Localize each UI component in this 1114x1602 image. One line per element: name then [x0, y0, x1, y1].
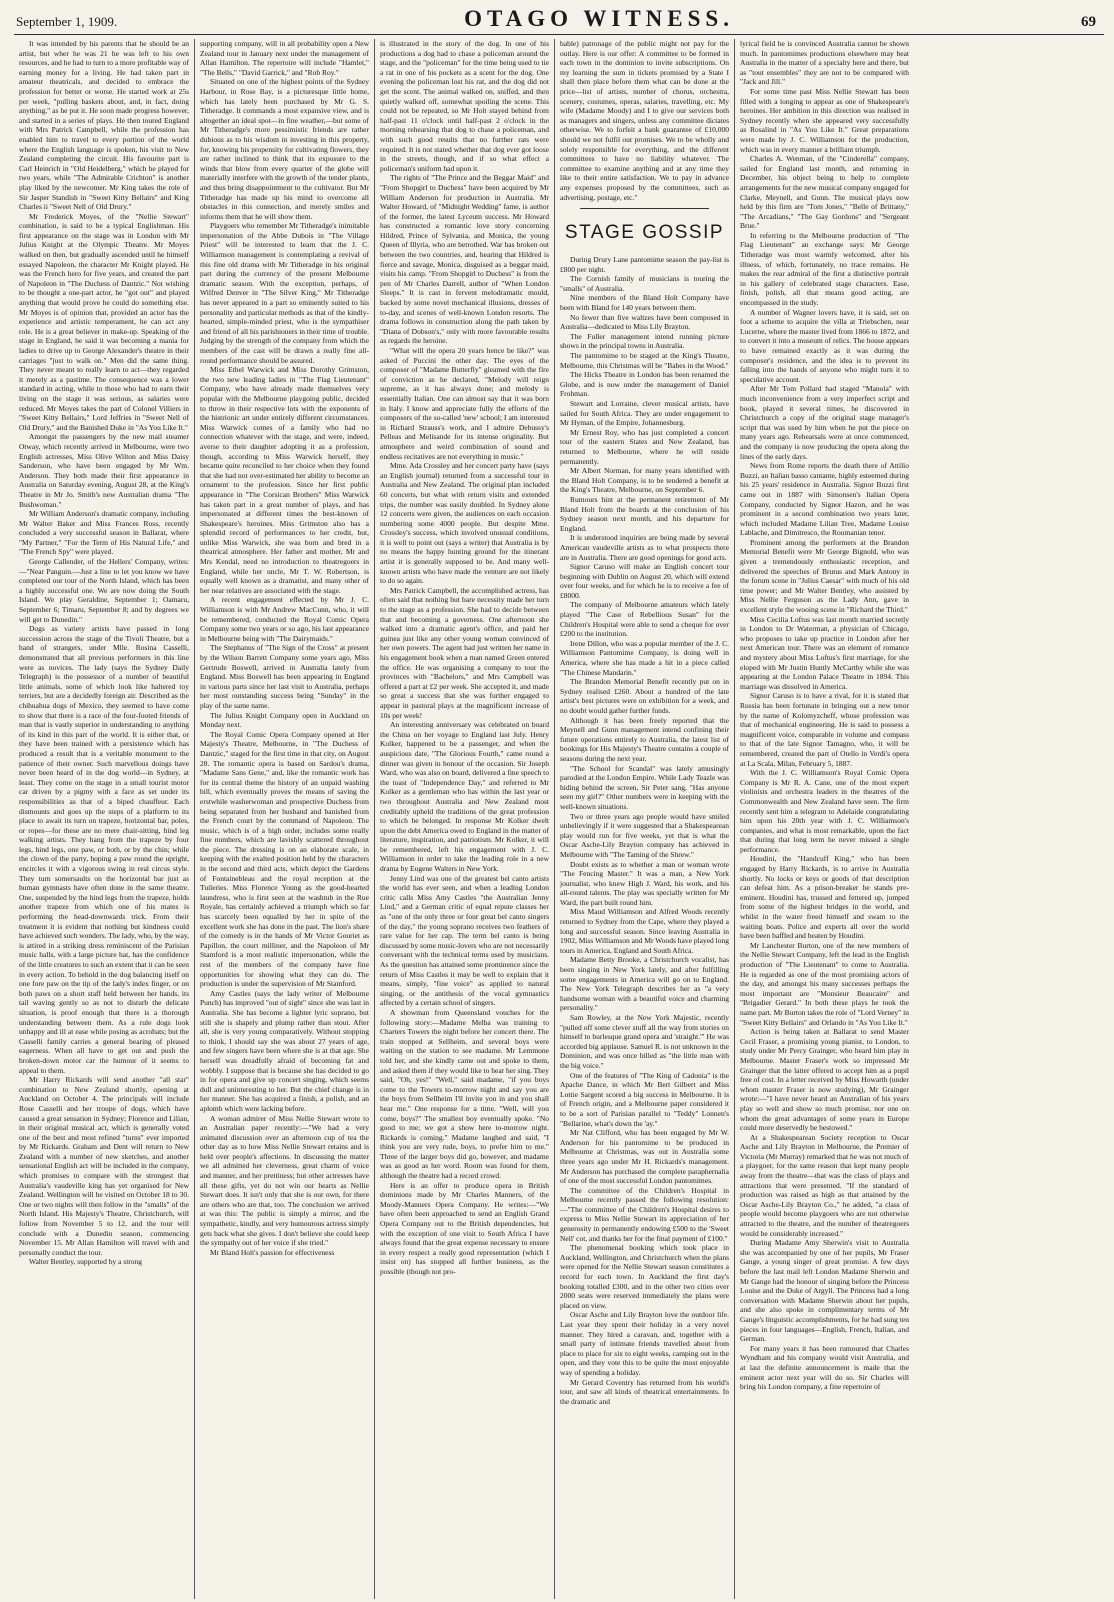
article-paragraph: Houdini, the "Handcuff King," who has been engaged by Harry Rickards, is to arrive in Australia shortly. No locks or keys or goods of that description can defeat him. As a prison-breaker he stands pre-eminent. Houdini has, trussed and fettered up, jumped from some of the highest bridges in the world, and whilst in the water freed himself and swam to the waiting boats. Police and experts all over the world have been baffled and beaten by Houdini.: [740, 854, 909, 941]
article-paragraph: Mr William Anderson's dramatic company, including Mr Walter Baker and Miss Frances Ross, recently concluded a very successful season in Ballarat, where "My Partner," "For the Term of His Natural Life," and "The French Spy" were played.: [19, 509, 189, 557]
article-paragraph: With the J. C. Williamson's Royal Comic Opera Company is Mr R. A. Cane, one of the most expert violinists and orchestra leaders in the theatres of the Commonwealth and New Zealand have seen. The firm recently sent him a telegram to Adelaide congratulating him upon his 20th year with J. C. Williamson's companies, and what is most remarkable, upon the fact that during that long term he never missed a single performance.: [740, 768, 909, 854]
article-paragraph: Mr Frederick Moyes, of the "Nellie Stewart" combination, is said to be a typical Englishman. His first appearance on the stage was in London with Mr Julius Knight at the Olympic Theatre. Mr Moyes walked on then, but gradually ascended until he himself essayed Napoleon, the character Mr Knight played. He was the French hero for five years, and created the part of Napoleon in "The Duchess of Dantzic." Not wishing to be thought a one-part actor, he "got out" and played anything that would prove he could do something else. Mr Moyes is of opinion that, provided an actor has the experience and artistic temperament, he can act any role. He is a great believer in make-up. Speaking of the stage in England, he said it was becoming a mania for ladies to drive up to George Alexander's theatre in their carriages "just to walk on." Men did the same thing. They never meant to really learn to act—they regarded it merely as a pastime. The consequence was a lower standard in acting, while to those who had to earn their living on the stage it was serious, as salaries were reduced. Mr Moyes takes the part of Colonel Villiers in "Sweet Kitty Bellairs," Lord Jeffries in "Sweet Nell of Old Drury," and the Banished Duke in "As You Like It.": [19, 211, 189, 432]
article-paragraph: Amongst the passengers by the new mail steamer Otway, which recently arrived in Melbourne, were two English actresses, Miss Olive Wilton and Miss Daisy Sanderson, who have been engaged by Mr Wm. Anderson. They both made their first appearance in Australia on Saturday evening, August 28, at the King's Theatre in Mr Jo. Smith's new Australian drama "The Bushwoman.": [19, 432, 189, 509]
article-paragraph: Mr Bland Holt's passion for effectiveness: [210, 1247, 335, 1257]
article-paragraph: An interesting anniversary was celebrated on board the China on her voyage to England last July. Henry Kolker, happened to be a passenger, and when the auspicious date, "The Glorious Fourth," came round a dinner was given in honour of the occasion. Sir Joseph Ward, who was also on board, delivered a fine speech to the toast of "Independence Day," and referred to Mr Kolker as a gentleman who has within the last year or two throughout Australia and New Zealand most creditably upheld the traditions of the great profession to which he belonged. In response Mr Kolker dwelt upon the debt America owed to England in the matter of literature, inspiration, and patriotism. Mr Kolker, it will be remembered, left his engagement with J. C. Williamson in order to take the leading role in a new drama by Eugene Walters in New York.: [380, 720, 549, 874]
column-4-lead: [560, 39, 729, 202]
column-4-items: [560, 255, 729, 1406]
article-paragraph: At a Shakespearean Society reception to Oscar Asche and Lily Brayton in Melbourne, the Premier of Victoria (Mr Murray) remarked that he was not much of a playgoer, for the same reason that kept many people away from the theatre—that was the class of plays and attractions that were presented. "If the standard of production was raised as high as that attained by the Oscar Asche-Lily Brayton Co.," he added, "a class of people would become playgoers who are not otherwise attracted to the theatre, and the number of theatregoers would be considerably increased.": [740, 1132, 909, 1238]
article-paragraph: Stewart and Lorraine, clever musical artists, have sailed for South Africa. They are under engagement to Mr Hyman, of the Empire, Johannesburg.: [560, 399, 729, 428]
issue-date: September 1, 1909.: [16, 14, 118, 29]
article-paragraph: Here is an offer to produce opera in British dominions made by Mr Charles Manners, of the Moody-Manners Opera Company. He writes:—"We have often been approached to send an English Grand Opera Company out to the British dependencies, but with the exception of one visit to South Africa I have always found that the great expense necessary to ensure in every respect a really good representation (which I insist on) has stopped all further business, as the possible (though not pro-: [380, 1180, 549, 1276]
article-paragraph: Sam Rowley, at the New York Majestic, recently "pulled off some clever stuff all the way from stories on himself to burlesque grand opera and 'straight.'" He was accorded big applause. Samuel R. is not unknown in the Dominion, and was once billed as "the little man with the big voice.": [560, 1013, 729, 1070]
column-2: [194, 39, 374, 1599]
article-paragraph: The committee of the Children's Hospital in Melbourne recently passed the following resolution:—"The committee of the Children's Hospital desires to express to Miss Nellie Stewart its appreciation of her generosity in permanently endowing £500 to the 'Sweet Nell' cot, and thanks her for the final payment of £100.": [560, 1185, 729, 1243]
article-paragraph: Dogs as variety artists have passed in long succession across the stage of the Tivoli Theatre, but a band of strangers, under Mlle. Rosina Casselli, demonstrated that all previous performers in this line were as novices. The lady (says the Sydney Daily Telegraph) is the possessor of a number of beautiful little animals, some of which look like haltered toy terriers, but are a decidedly foreign air. Described as the chihuahua dogs of Mexico, they seemed to have come to show that there is a race of the four-footed friends of man that is vastly superior in understanding to anything of its kind in this part of the world. It is either that, or they have been trained with a persistence which has produced a result that is a veritable monument to the patience of their owner. Such marvellous doings have never been heard of in the dog world—in Sydney, at least. They come on the stage in a small tourist motor car driven by a pigmy with a face as set under its responsibilities as that of a biped chauffeur. Each dismounts and goes up the steps of a platform to its place to await its turn on trapeze, horizontal bar, poles, or ropes—for these are no mere chair-sitting, hind leg walking artists. They hang from the trapeze by four legs, hind legs, one paw, or both, or by the chin; while the clown of the party, hoping a paw round the upright, encircles it with a vigorous swing in real circus style. They turn somersaults on the horizontal bar just as human gymnasts have often done in the same theatre. One, suspended by the hind legs from the trapeze, holds another trapeze from which one of his mates is performing the head-downwards trick. From their treatment it is evident that nothing but kindness could have achieved such wonders. The lady, who, by the way, is attired in a striking dress reminiscent of the Parisian music halls, with a large picture hat, has the confidence of the little creatures to such an extent that it can be seen in every action. To behold in the dog balancing itself on one fore paw on the tip of the lady's index finger, or on both paws on a short staff held between her hands, its tail waving gently so as not to disturb the delicate situation, is proof enough that there is a thorough understanding between them. As a rule dogs look unhappy and ill at ease while posing as acrobats; but the Casselli family carries a general bearing of pleased eagerness. When all have to get out and push the broken-down motor car the humour of it seems to appeal to them.: [19, 624, 189, 1075]
article-paragraph: Miss Cecilia Loftus was last month married secretly in London to Dr Waterman, a physician of Chicago, who proposes to take up practice in London after her next American tour. There was an element of romance and mystery about Miss Loftus's first marriage, for she eloped with Mr Justin Huntly McCarthy while she was appearing at the London Palace Theatre in 1894. This marriage was dissolved in America.: [740, 614, 909, 691]
article-paragraph: Action is being taken at Ballarat to send Master Cecil Fraser, a promising young pianist, to London, to study under Mr Percy Grainger, who heard him play in Melbourne. Master Fraser's work so impressed Mr Grainger that the latter offered to accept him as a pupil free of cost. In a letter received by Miss Howarth (under whom master Fraser is now studying), Mr Grainger wrote:—"I have never heard an Australian of his years play so well and show so much promise, nor one on whom the great advantages of some years in Europe could more deservedly be bestowed.": [740, 1027, 909, 1133]
article-paragraph: Jenny Lind was one of the greatest bel canto artists the world has ever seen, and when a leading London critic calls Miss Amy Castles "the Australian Jenny Lind," and a German critic of equal repute classes her as "one of the only three or four great bel canto singers of the day," the young soprano receives two feathers of rare value for her cap. The term bel canto is being discussed by some music-lovers who are not necessarily conversant with the technical terms used by musicians. As the question has attained some prominence since the return of Miss Castles it may be well to explain that it means, simply, "fine voice" as applied to natural singing, or the antithesis of the vocal gymnastics affected by a certain school of singers.: [380, 873, 549, 1008]
article-paragraph: News from Rome reports the death there of Attilio Buzzi, an Italian basso cantante, highly esteemed during his 25 years' residence in Australia. Signor Buzzi first came out in 1887 with Simonsen's Italian Opera Company, conducted by Signor Hazon, and he was prominent in a second combination two years later, which included Madame Lilian Tree, Madame Louise Lablache, and Dimitresco, the Roumanian tenor.: [740, 461, 909, 538]
article-paragraph: After Mr Tom Pollard had staged "Manola" with much inconvenience from a very imperfect script and book, played it several times, he discovered in Christchurch a copy of the original stage manager's script that was used by him when he put the piece on many years ago. Rehearsals were at once commenced, and the company is now producing the opera along the lines of the early days.: [740, 384, 909, 461]
article-paragraph: Signor Caruso is to have a rival, for it is stated that Russia has been fortunate in bringing out a new tenor by the name of Kolomyzcheff, whose profession was that of mechanical engineering. He is said to possess a magnificent voice, comparable in volume and compass to that of the late Signor Tamagno, who, it will be remembered, created the part of Otello in Verdi's opera at La Scala, Milan, February 5, 1887.: [740, 691, 909, 768]
article-paragraph: Nine members of the Bland Holt Company have been with Bland for 140 years between them.: [560, 293, 729, 313]
article-paragraph: It is understood inquiries are being made by several American vaudeville artists as to what prospects there are in Australia. There are good openings for good acts.: [560, 533, 729, 562]
column-1: [14, 39, 194, 1599]
masthead: [14, 6, 1104, 35]
column-4: [554, 39, 734, 1599]
article-paragraph: For many years it has been rumoured that Charles Wyndham and his company would visit Australia, and at last the definite announcement is made that the eminent actor next year will do so. Sir Charles will bring his London company, a fine repertoire of: [740, 1343, 909, 1392]
article-paragraph: It was intended by his parents that he should be an artist, but wher he was 21 he was left to his own resources, and he had to turn to a more profitable way of earning money for a living. He had taken part in amateur theatricals, and decided to embrace the profession for better or worse. He started work at 25s per week, "pulling baskets about, and, in fact, doing anything," as he put it. He soon made progress however, and started in a series of plays. He then toured England with Mrs Patrick Campbell, while the profession has enabled him to travel to every portion of the world where the English language is spoken, his visit to New Zealand completing the circuit. His favourite part is Carl Heinrich in "Old Heidelberg," which he played for two years, while "The Admirable Crichton" is another play liked by the newcomer. Mr King takes the role of Sir Jasper Standish in "Sweet Kitty Bellairs" and King Charles ii "Sweet Nell of Old Drury.": [19, 39, 189, 212]
article-paragraph: The Brandon Memorial Benefit recently put on in Sydney realised £260. About a hundred of the late artist's best pictures were on exhibition for a week, and no doubt would gather further funds.: [560, 677, 729, 715]
article-paragraph: Doubt exists as to whether a man or woman wrote "The Fencing Master." It was a man, a New York journalist, who knew High J. Ward, his work, and his all-round talents. The play was specially written for Mr Ward, the part built round him.: [560, 859, 729, 907]
article-paragraph: Amy Castles (says the lady writer of Melbourne Punch) has improved "out of sight" since she was last in Australia. She has become a lighter lyric soprano, but still she is shapely and plump rather than stout. After all, she is very young comparatively. Without stopping to think, I should say she was about 27 years of age, and few singers have been where she is at that age. She herself was dreadfully afraid of becoming fat and wobbly. I suppose that is because she has decided to go in for opera and give up concert singing, which seems dull and uninteresting to her. But the chief change is in her manner. She has acquired a finish, a polish, and an aplomb which were lacking before.: [200, 988, 369, 1113]
article-paragraph: During Drury Lane pantomime season the pay-list is £800 per night.: [560, 255, 729, 274]
column-3: [374, 39, 554, 1599]
article-paragraph: Mr Lanchester Burton, one of the new members of the Nellie Stewart Company, left the lead in the English production of "The Lieutenant" to come to Australia. He is regarded as one of the most promising actors of the day, and amongst his many successes perhaps the most important are "Monsieur Beaucaire" and "Brigadier Gerard." In both these plays he took the name part. Mr Burton takes the role of "Lord Verney" in "Sweet Kitty Bellairs" and Orlando in "As You Like It.": [740, 940, 909, 1027]
newspaper-title: OTAGO WITNESS.: [464, 6, 734, 31]
article-paragraph: The Hicks Theatre in London has been renamed the Globe, and is now under the management of Daniel Frohman.: [560, 370, 729, 399]
article-paragraph: bable) patronage of the public might not pay for the outlay. Here is our offer: A committee to be formed in each town in the dominion to invite subscriptions. On my learning the sum in tickets promised by a State I shall then place before them what can be done at the price—list of artists, number of chorus, orchestra, scenery, costumes, operas, salaries, travelling, etc. My wife (Madame Moody) and I to give our services both as managers and singers, unless any committee dictates otherwise. We to forfeit a bank guarantee of £10,000 should we not fulfil our promises. We to be wholly and solely responsible for everything, and the different committees to have no liability whatever. The committee to examine anything and at any time they like to their entire satisfaction. We to pay in advance any expenses proposed by the committees, such as advertising, postage, etc.": [560, 39, 729, 202]
article-paragraph: Mr Harry Rickards will send another "all star" combination to New Zealand shortly, opening at Auckland on October 4. The principals will include Rose Casselli and her troupe of dogs, which have caused a great sensation in Sydney; Florence and Lilian, in their original musical act, which is generally voted one of the best and most refined "turns" ever imported by Mr Rickards. Graham and Dent will return to New Zealand with a number of new sketches, and another sensational English act will be included in the company, which promises to compare with the strongest that Australia's vaudeville king has yet organised for New Zealand. Wellington will be visited on October 18 to 30. One or two nights will then follow in the "smalls" of the North Island. His Majesty's Theatre, Christchurch, will follow from November 5 to 12, and the tour will conclude with a Dunedin season, commencing November 15. Mr Allan Hamilton will travel with and personally conduct the tour.: [19, 1075, 189, 1257]
article-paragraph: supporting company, will in all probability open a New Zealand tour in January next under the management of Allan Hamilton. The repertoire will include "Hamlet," "The Bells," "David Garrick," and "Rob Roy.": [200, 39, 369, 77]
heading-rule: [580, 208, 709, 209]
article-paragraph: Mr Gerard Coventry has returned from his world's tour, and saw all kinds of theatrical entertainments. In the dramatic and: [560, 1377, 729, 1406]
article-paragraph: Prominent among the performers at the Brandon Memorial Benefit were Mr George Bignold, who was given a tremendously enthusiastic reception, and delivered the speeches of Brutus and Mark Antony in the forum scene in "Julius Caesar" with much of his old time power; and Mr Walter Bentley, who assisted by Miss Nellie Ferguson as the Lady Ann, gave in excellent style the wooing scene in "Richard the Third.": [740, 537, 909, 615]
article-paragraph: Mr Albert Norman, for many years identified with the Bland Holt Company, is to be tendered a benefit at the King's Theatre, Melbourne, on September 6.: [560, 466, 729, 495]
article-paragraph: The rights of "The Prince and the Beggar Maid" and "From Shopgirl to Duchess" have been acquired by Mr William Anderson for production in Australia. Mr Walter Howard, of "Midnight Wedding" fame, is author of the former, the latest Lyceum success. Mr Howard has constructed a romantic love story concerning Hildred, Prince of Sylvania, and Monica, the young Queen of Illyria, who are betrothed. War has broken out between the two countries, and, hearing that Hildred is fierce and savage, Monica, disguised as a beggar maid, visits his camp. "From Shopgirl to Duchess" is from the pen of Mr Charles Darrell, author of "When London Sleeps." It is cast in fervent melodramatic mould, backed by some novel mechanical illusions, dresses of to-day, and scenes of well-known London resorts. The drama follows in construction along the path taken by "Diana of Dobson's," only with more favourable results as regards the heroine.: [380, 173, 549, 346]
article-paragraph: Mr Nat Clifford, who has been engaged by Mr W. Anderson for his pantomime to be produced in Melbourne at Christmas, was out in Australia some three years ago under Mr H. Rickards's management. Mr Anderson has purchased the complete paraphernalia of one of the most successful London pantomimes.: [560, 1128, 729, 1186]
article-paragraph: During Madame Amy Sherwin's visit to Australia she was accompanied by one of her pupils, Mr Fraser Gange, a young singer of great promise. A few days before the last mail left London Madame Sherwin and Mr Gange had the honour of singing before the Princess Louise and the Duke of Argyll. The Princess had a long conversation with Madame Sherwin about her pupils, and she also spoke in complimentary terms of Mr Gange's linguistic accomplishments, for he had sung ten pieces in four languages—English, French, Italian, and German.: [740, 1238, 909, 1344]
article-paragraph: Walter Bentley, supported by a strong: [29, 1257, 143, 1267]
article-paragraph: The phenomenal booking which took place in Auckland, Wellington, and Christchurch when the plans were opened for the Nellie Stewart season constitutes a record for each town. In Auckland the first day's booking totalled £300, and in the other two cities over 2000 seats were reserved immediately the plans were placed on view.: [560, 1243, 729, 1310]
stage-gossip-heading-block: [560, 208, 729, 245]
article-paragraph: Signor Caruso will make an English concert tour beginning with Dublin on August 20, which will extend over four weeks, and for which he is to receive a fee of £8000.: [560, 562, 729, 600]
article-paragraph: In referring to the Melbourne production of "The Flag Lieutenant" an exchange says: Mr George Titheradge was most warmly welcomed, after his illness, of which, fortunately, no trace remains. He makes the rear admiral of the first a distinctive portrait in his gallery of celebrated stage characters. Ease, finish, polish, all that means good acting, are encompassed in the study.: [740, 230, 909, 308]
page-number: 69: [1080, 14, 1096, 30]
article-paragraph: Rumours hint at the permanent retirement of Mr Bland Holt from the boards at the conclusion of his Sydney season next month, and his departure for England.: [560, 494, 729, 533]
article-paragraph: "What will the opera 20 years hence be like?" was asked of Puccini the other day. The eyes of the composer of "Madame Butterfly" gleamed with the fire of conviction as he declared, "Melody will reign supreme, as it has always done; and melody is essentially Italian. One can almost say that it was born in Italy. I know and appreciate fully the efforts of the composers of the so-called 'new' school; I am interested in Richard Strauss's work, and I admire Debussy's Pelleas and Melisande for its intense originality. But atmosphere and weird combination of sound and endless recitatives are not everything in music.": [380, 346, 549, 461]
article-paragraph: Charles A. Wenman, of the "Cinderella" company, sailed for England last month, and returning in December, his object being to help to complete arrangements for the new musical company engaged for Clarke, Meynell, and Gunn. The musical plays now held by this firm are "Tom Jones," "Belle of Brittany," "The Arcadians," "The Gay Gordons" and "Sergeant Brue.": [740, 154, 909, 231]
article-paragraph: Miss Ethel Warwick and Miss Dorothy Grimston, the two new leading ladies in "The Flag Lieutenant" Company, who have already made themselves very popular with the Melbourne playgoing public, decided to throw in their respective lots with the exponents of the histrionic art under entirely different circumstances. Miss Warwick comes of a family who had no connection whatever with the stage, and were, indeed, averse to their daughter adopting it as a profession, though, according to Miss Warwick herself, they became quite reconciled to her choice when they found that she had not over-estimated her ability to become an ornament to the profession. Since her first public appearance in "The Corsican Brothers" Miss Warwick has taken part in a great number of plays, and has impersonated at different times the best-known of Shakespeare's heroines. Miss Grimston also has a splendid record of performances to her credit, but, unlike Miss Warwick, she was born and bred in a theatrical atmosphere. Her father and mother, Mr and Mrs Kendal, need no introduction to theatregoers in England, while her uncle, Mr T. W. Robertson, is equally well known as a dramatist, and many other of her near relatives are associated with the stage.: [200, 365, 369, 595]
article-paragraph: No fewer than five waltzes have been composed in Australia—dedicated to Miss Lily Brayton.: [560, 312, 729, 332]
article-paragraph: Madame Betty Brooke, a Christchurch vocalist, has been singing in New York lately, and after fulfilling some engagements in America will go on to England. The New York Telegraph describes her as "a very handsome woman with a beautiful voice and charming personality.": [560, 955, 729, 1013]
column-5: [734, 39, 914, 1599]
article-paragraph: The Fuller management intend running picture shows in the principal towns in Australia.: [560, 331, 729, 351]
article-paragraph: Mrs Patrick Campbell, the accomplished actress, has often said that nothing but bare necessity made her turn to the stage as a profession. She had to decide between that and becoming a governess. One afternoon she walked into a dramatic agent's office, and paid her guinea just like any other young woman convinced of her own powers. The agent had just written her name in his engagement book when a man named Green entered the office. He was organising a company to tour the provinces with "Bachelors," and Mrs Campbell was offered a part at £2 per week. She accepted it, and made so great a success that she was further engaged to appear in pastoral plays at the magnificent increase of 10s per week!: [380, 585, 549, 720]
article-paragraph: Mr Ernest Roy, who has just completed a concert tour of the eastern States and New Zealand, has returned to Melbourne, where he will reside permanently.: [560, 427, 729, 466]
article-paragraph: Playgoers who remember Mr Titheradge's inimitable impersonation of the Abbe Dubois in "The Village Priest" will be interested to learn that the J. C. Williamson management is contemplating a revival of this fine old drama with Mr Titheradge in his original part during the currency of the present Melbourne dramatic season. With the exception, perhaps, of Wilfred Denver in "The Silver King," Mr Titheradge has never appeared in a part so eminently suited to his personality and particular methods as that of the kindly-hearted, simple-minded priest, who is the sympathiser and friend of all his parishioners in their time of trouble. Judging by the strength of the company from which the members of the cast will be drawn a really fine all-round performance should be assured.: [200, 221, 369, 365]
section-heading: STAGE GOSSIP: [564, 222, 725, 244]
article-paragraph: For some time past Miss Nellie Stewart has been filled with a longing to appear as one of Shakespeare's heroines. Her ambition in this direction was realised in Sydney recently when she appeared very successfully as Rosalind in "As You Like It." Great preparations were made by J. C. Williamson for the production, which was in every manner a brilliant triumph.: [740, 86, 909, 154]
article-paragraph: Situated on one of the highest points of the Sydney Harbour, in Rose Bay, is a picturesque little home, which has lately been purchased by Mr G. S. Titheradge. It commands a most expansive view, and is altogether an ideal spot—in fine weather,—but some of Mr Titheradge's more pessimistic friends are rather dubious as to his wisdom in investing in this property, for, knowing his propensity for cultivating flowers, they are rather inclined to think that its exposure to the winds that blow from every quarter of the globe will materially interfere with the growth of the tender plants, and thus bring disappointment to the cultivator. But Mr Titheradge has made up his mind to overcome all obstacles in this connection, and merely smiles and informs them that he will show them.: [200, 77, 369, 221]
article-paragraph: Mme. Ada Crossley and her concert party have (says an English journal) returned from a successful tour in Australia and New Zealand. The original plan included 60 concerts, but what with return visits and extended trips, the number was easily doubled. In Sydney alone 12 concerts were given, the audiences on each occasion numbering some 4000 people. But despite Mme. Crossley's success, which involved unusual conditions, it is well to point out (says a writer) that Australia is by no means the happy hunting ground for the itinerant artist it is generally supposed to be. And many well-known artists who have made the venture are not likely to do so again.: [380, 461, 549, 586]
article-paragraph: Miss Maud Williamson and Alfred Woods recently returned to Sydney from the Cape, where they played a long and successful season. Since leaving Australia in 1902, Miss Williamson and Mr Woods have played long tours in America, England and South Africa.: [560, 907, 730, 955]
article-paragraph: The company of Melbourne amateurs which lately played "The Case of Rebellious Susan" for the Children's Hospital were able to send a cheque for over £200 to the institution.: [560, 600, 729, 639]
article-paragraph: A recent engagement effected by Mr J. C. Williamson is with Mr Andrew MacCunn, who, it will be remembered, conducted the Royal Comic Opera Company some two years or so ago, his last appearance in Melbourne being with "The Dairymaids.": [200, 595, 369, 643]
article-paragraph: Two or three years ago people would have smiled unbelievingly if it were suggested that a Shakespearean play would run for five weeks, yet that is what the Oscar Asche-Lily Brayton company has achieved in Melbourne with "The Taming of the Shrew.": [560, 811, 729, 859]
article-paragraph: The Stephanus of "The Sign of the Cross" at present by the Wilson Barrett Company some years ago, Miss Gertrude Boswell, arrived in Australia lately from England. Miss Boswell has been appearing in England in various parts since her last visit to Australia, perhaps her most outstanding success being "Sunday" in the play of the same name.: [200, 643, 369, 710]
article-paragraph: The Royal Comic Opera Company opened at Her Majesty's Theatre, Melbourne, in "The Duchess of Dantzic," staged for the first time in that city, on August 28. The romantic opera is based on Sardou's drama, "Madame Sans Gene," and, like the romantic work has for its central theme the history of an unpaid washing bill, which eventually proves the means of saving the erstwhile washerwoman and prospective Duchess from being separated from her husband and banished from the French court by the command of Napoleon. The music, which is of a high order, includes some really fine numbers, which are lavishly scattered throughout the piece. The dressing is on an elaborate scale, in keeping with the exalted position held by the characters in the second and third acts, which depict the Gardens of Fontainebleau and the royal reception at the Tuileries. Miss Florence Young as the good-hearted laundress, who is first seen at the washtub in the Rue Royale, has certainly achieved a triumph which so far has scarcely been equalled by her in spite of the excellent work she has done in the past. The lion's share of the comedy is in the hands of Mr Victor Gouriet as Papillon, the court milliner, and the Napoleon of Mr Stamford is a most realistic impersonation, while the rest of the members of the company have fine opportunities for showing what they can do. The production is under the supervision of Mr Stamford.: [200, 729, 369, 989]
article-paragraph: lyrical field he is convinced Australia cannot be shown much. In pantomimes productions elsewhere may beat Australia in the matter of a specialty here and there, but as "tout ensembles" they are not to be compared with "Jack and Jill.": [740, 39, 909, 87]
article-paragraph: is illustrated in the story of the dog. In one of his productions a dog had to chase a policeman around the stage, and the "policeman" for the time being used to tie a rat in one of his pockets as a scent for the dog. One evening the policeman lost his rat, and the dog did not get the scent. The animal walked on, sniffed, and then quietly walked off, somewhat spoiling the scene. This could not be repeated, so Mr Holt stayed behind from half-past 11 o'clock until half-past 2 o'clock in the morning rehearsing that dog to chase a policeman, and with such good results that no further rats were required. It is not stated whether that dog ever got loose in the streets, though, and if so what effect a policeman's uniform had upon it.: [380, 39, 549, 173]
article-paragraph: One of the features of "The King of Cadonia" is the Apache Dance, in which Mr Bert Gilbert and Miss Lottie Sargent scored a big success in Melbourne. It is of French origin, and a Melbourne paper considered it to be a sort of Parisian parallel to "Teddy" Lonnen's "Bellarine, what's down the 'ay.": [560, 1070, 729, 1128]
article-paragraph: Oscar Asche and Lily Brayton love the outdoor life. Last year they spent their holiday in a very novel manner. They hired a caravan, and, together with a small party of intimate friends travelled about from place to place for six to eight weeks, camping out in the open, and they vote this to be quite the most enjoyable way of spending a holiday.: [560, 1310, 729, 1377]
article-paragraph: "The School for Scandal" was lately amusingly parodied at the London Empire. While Lady Teazle was hiding behind the screen, Sir Peter sang, "Has anyone seen my girl?" Other numbers were in keeping with the well-known situations.: [560, 763, 729, 811]
article-paragraph: The Julius Knight Company open in Auckland on Monday next.: [200, 710, 369, 730]
article-paragraph: A showman from Queensland vouches for the following story:—Madame Melba was training to Charters Towers the night before her concert there. The train stopped at Sellheim, and several boys were waiting on the station to see madame. Mr Lemmone told her, and she kindly came out and spoke to them, and asked them if they would like to hear her sing. They said, "Oh, yes!" "Well," said madame, "if you boys come to the Towers to-morrow night and say you are the boys from Sellheim I'll invite you in and you shall hear me." One response for a time. "Well, will you come, boys?" The smallest boy eventually spoke. "No good to me; we got a show here to-morrow night. Rickards is coming." Madame laughed and said, "I think you are very rude, boys, to prefer him to me." Three of the larger boys did go, however, and madame was as good as her word. Room was found for them, although the theatre had a record crowd.: [380, 1007, 549, 1181]
columns: [14, 39, 1104, 1599]
article-paragraph: A woman admirer of Miss Nellie Stewart wrote to an Australian paper recently:—"We had a very animated discussion over an afternoon cup of tea the other day as to how Miss Nellie Stewart retains and is held over people's affections. In discussing the matter we all admitted her cleverness, great charm of voice and manner, and her prettiness; but other actresses have all these gifts, yet do not win our hearts as Nellie Stewart does. It isn't only that she is our own, for there are others who are that, too. The conclusion we arrived at was this: The public is simply a mirror, and the sympathetic, kindly, and very humourous actress simply gets back what she gives. I don't believe she could keep the sympathy out of her voice if she tried.": [200, 1113, 369, 1248]
article-paragraph: A number of Wagner lovers have, it is said, set on foot a scheme to acquire the villa at Triebschen, near Lucerne, where the master lived from 1866 to 1872, and to convert it into a museum of relics. The house appears to have remained exactly as it was during the composer's residence, and the idea is to prevent its falling into the hands of anyone who might turn it to speculative account.: [740, 307, 909, 384]
article-paragraph: The Cornish family of musicians is touring the "smalls" of Australia.: [560, 274, 729, 293]
article-paragraph: Irene Dillon, who was a popular member of the J. C. Williamson Pantomime Company, is doing well in America, where she has made a hit in a piece called "The Chinese Mandarin.": [560, 638, 729, 677]
article-paragraph: George Callender, of the Hellers' Company, writes:—"Near Panguin.—Just a line to let you know we have completed our tour of the North Island, which has been a highly successful one. We are now doing the South Island. We play Geraldine, September 1; Oamaru, September 6; Timaru, September 8; and by degrees we will get to Dunedin.": [19, 557, 189, 624]
article-paragraph: Although it has been freely reported that the Meynell and Gunn management intend confining their future operations entirely to Australia, the latest list of bookings for His Majesty's Theatre contains a couple of seasons during the next year.: [560, 715, 729, 763]
article-paragraph: The pantomime to be staged at the King's Theatre, Melbourne, this Christmas will be "Babes in the Wood.": [560, 351, 729, 370]
